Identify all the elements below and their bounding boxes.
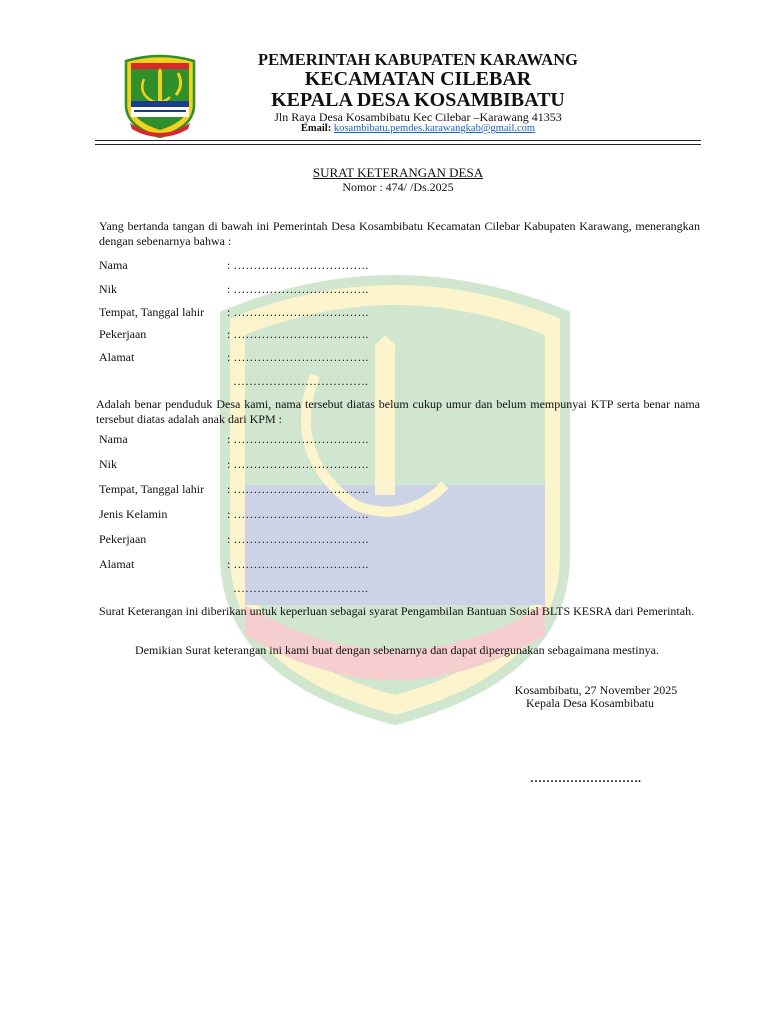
field-row <box>99 327 368 342</box>
field-label: Alamat <box>99 350 135 364</box>
document-number: Nomor : 474/ /Ds.2025 <box>342 180 454 194</box>
kpm-field-row <box>99 432 368 447</box>
field-value: : ……………………………. <box>227 432 369 446</box>
field-value: : ……………………………. <box>227 350 369 364</box>
letterhead-address: Jln Raya Desa Kosambibatu Kec Cilebar –Karawang 41353 <box>274 110 562 124</box>
letterhead-village-head: KEPALA DESA KOSAMBIBATU <box>271 89 565 111</box>
kpm-field-row <box>99 507 368 522</box>
field-row <box>99 305 368 320</box>
kpm-field-row <box>99 457 368 472</box>
signature-line: ………………………. <box>530 771 641 785</box>
field-label: Jenis Kelamin <box>99 507 168 521</box>
statement-paragraph: Adalah benar penduduk Desa kami, nama tersebut diatas belum cukup umur dan belum mempunyai KTP serta benar nama tersebut diatas adalah anak dari KPM : <box>96 397 700 426</box>
address-continuation: ……………………………. <box>233 374 368 388</box>
kpm-address-continuation: ……………………………. <box>233 581 368 595</box>
kpm-field-row <box>99 557 368 572</box>
letterhead-rule-thin <box>95 144 701 145</box>
field-label: Tempat, Tanggal lahir <box>99 482 205 496</box>
field-value: : ……………………………. <box>227 327 369 341</box>
field-value: : ……………………………. <box>227 305 369 319</box>
email-label: Email: <box>300 123 332 134</box>
field-label: Nik <box>99 457 117 471</box>
field-value: : ……………………………. <box>227 258 369 272</box>
karawang-emblem-logo <box>122 53 198 139</box>
field-value: : ……………………………. <box>227 532 369 546</box>
purpose-paragraph: Surat Keterangan ini diberikan untuk keperluan sebagai syarat Pengambilan Bantuan Sosial BLTS KESRA dari Pemerintah. <box>99 604 695 618</box>
field-label: Nama <box>99 258 128 272</box>
letterhead-email-line <box>200 123 636 134</box>
letterhead-rule-thick <box>95 140 701 141</box>
field-label: Tempat, Tanggal lahir <box>99 305 205 319</box>
field-row <box>99 258 368 273</box>
field-value: : ……………………………. <box>227 482 369 496</box>
closing-paragraph: Demikian Surat keterangan ini kami buat dengan sebenarnya dan dapat dipergunakan sebagaimana mestinya. <box>135 643 659 657</box>
letterhead-government: PEMERINTAH KABUPATEN KARAWANG <box>258 50 578 69</box>
field-label: Alamat <box>99 557 135 571</box>
field-label: Nik <box>99 282 117 296</box>
kpm-field-row <box>99 482 368 497</box>
document-title: SURAT KETERANGAN DESA <box>312 165 484 180</box>
place-date: Kosambibatu, 27 November 2025 <box>514 683 678 697</box>
signer-title: Kepala Desa Kosambibatu <box>526 696 654 710</box>
field-value: : ……………………………. <box>227 507 369 521</box>
kpm-field-row <box>99 532 368 547</box>
field-label: Pekerjaan <box>99 532 147 546</box>
intro-paragraph: Yang bertanda tangan di bawah ini Pemerintah Desa Kosambibatu Kecamatan Cilebar Kabupaten Karawang, menerangkan dengan sebenarnya bahwa : <box>99 219 700 248</box>
field-label: Pekerjaan <box>99 327 147 341</box>
email-link[interactable]: kosambibatu.pemdes.karawangkab@gmail.com <box>333 123 536 134</box>
field-value: : ……………………………. <box>227 457 369 471</box>
field-value: : ……………………………. <box>227 282 369 296</box>
field-label: Nama <box>99 432 128 446</box>
field-row <box>99 282 368 297</box>
letterhead-district: KECAMATAN CILEBAR <box>304 68 532 90</box>
field-value: : ……………………………. <box>227 557 369 571</box>
field-row <box>99 350 368 365</box>
